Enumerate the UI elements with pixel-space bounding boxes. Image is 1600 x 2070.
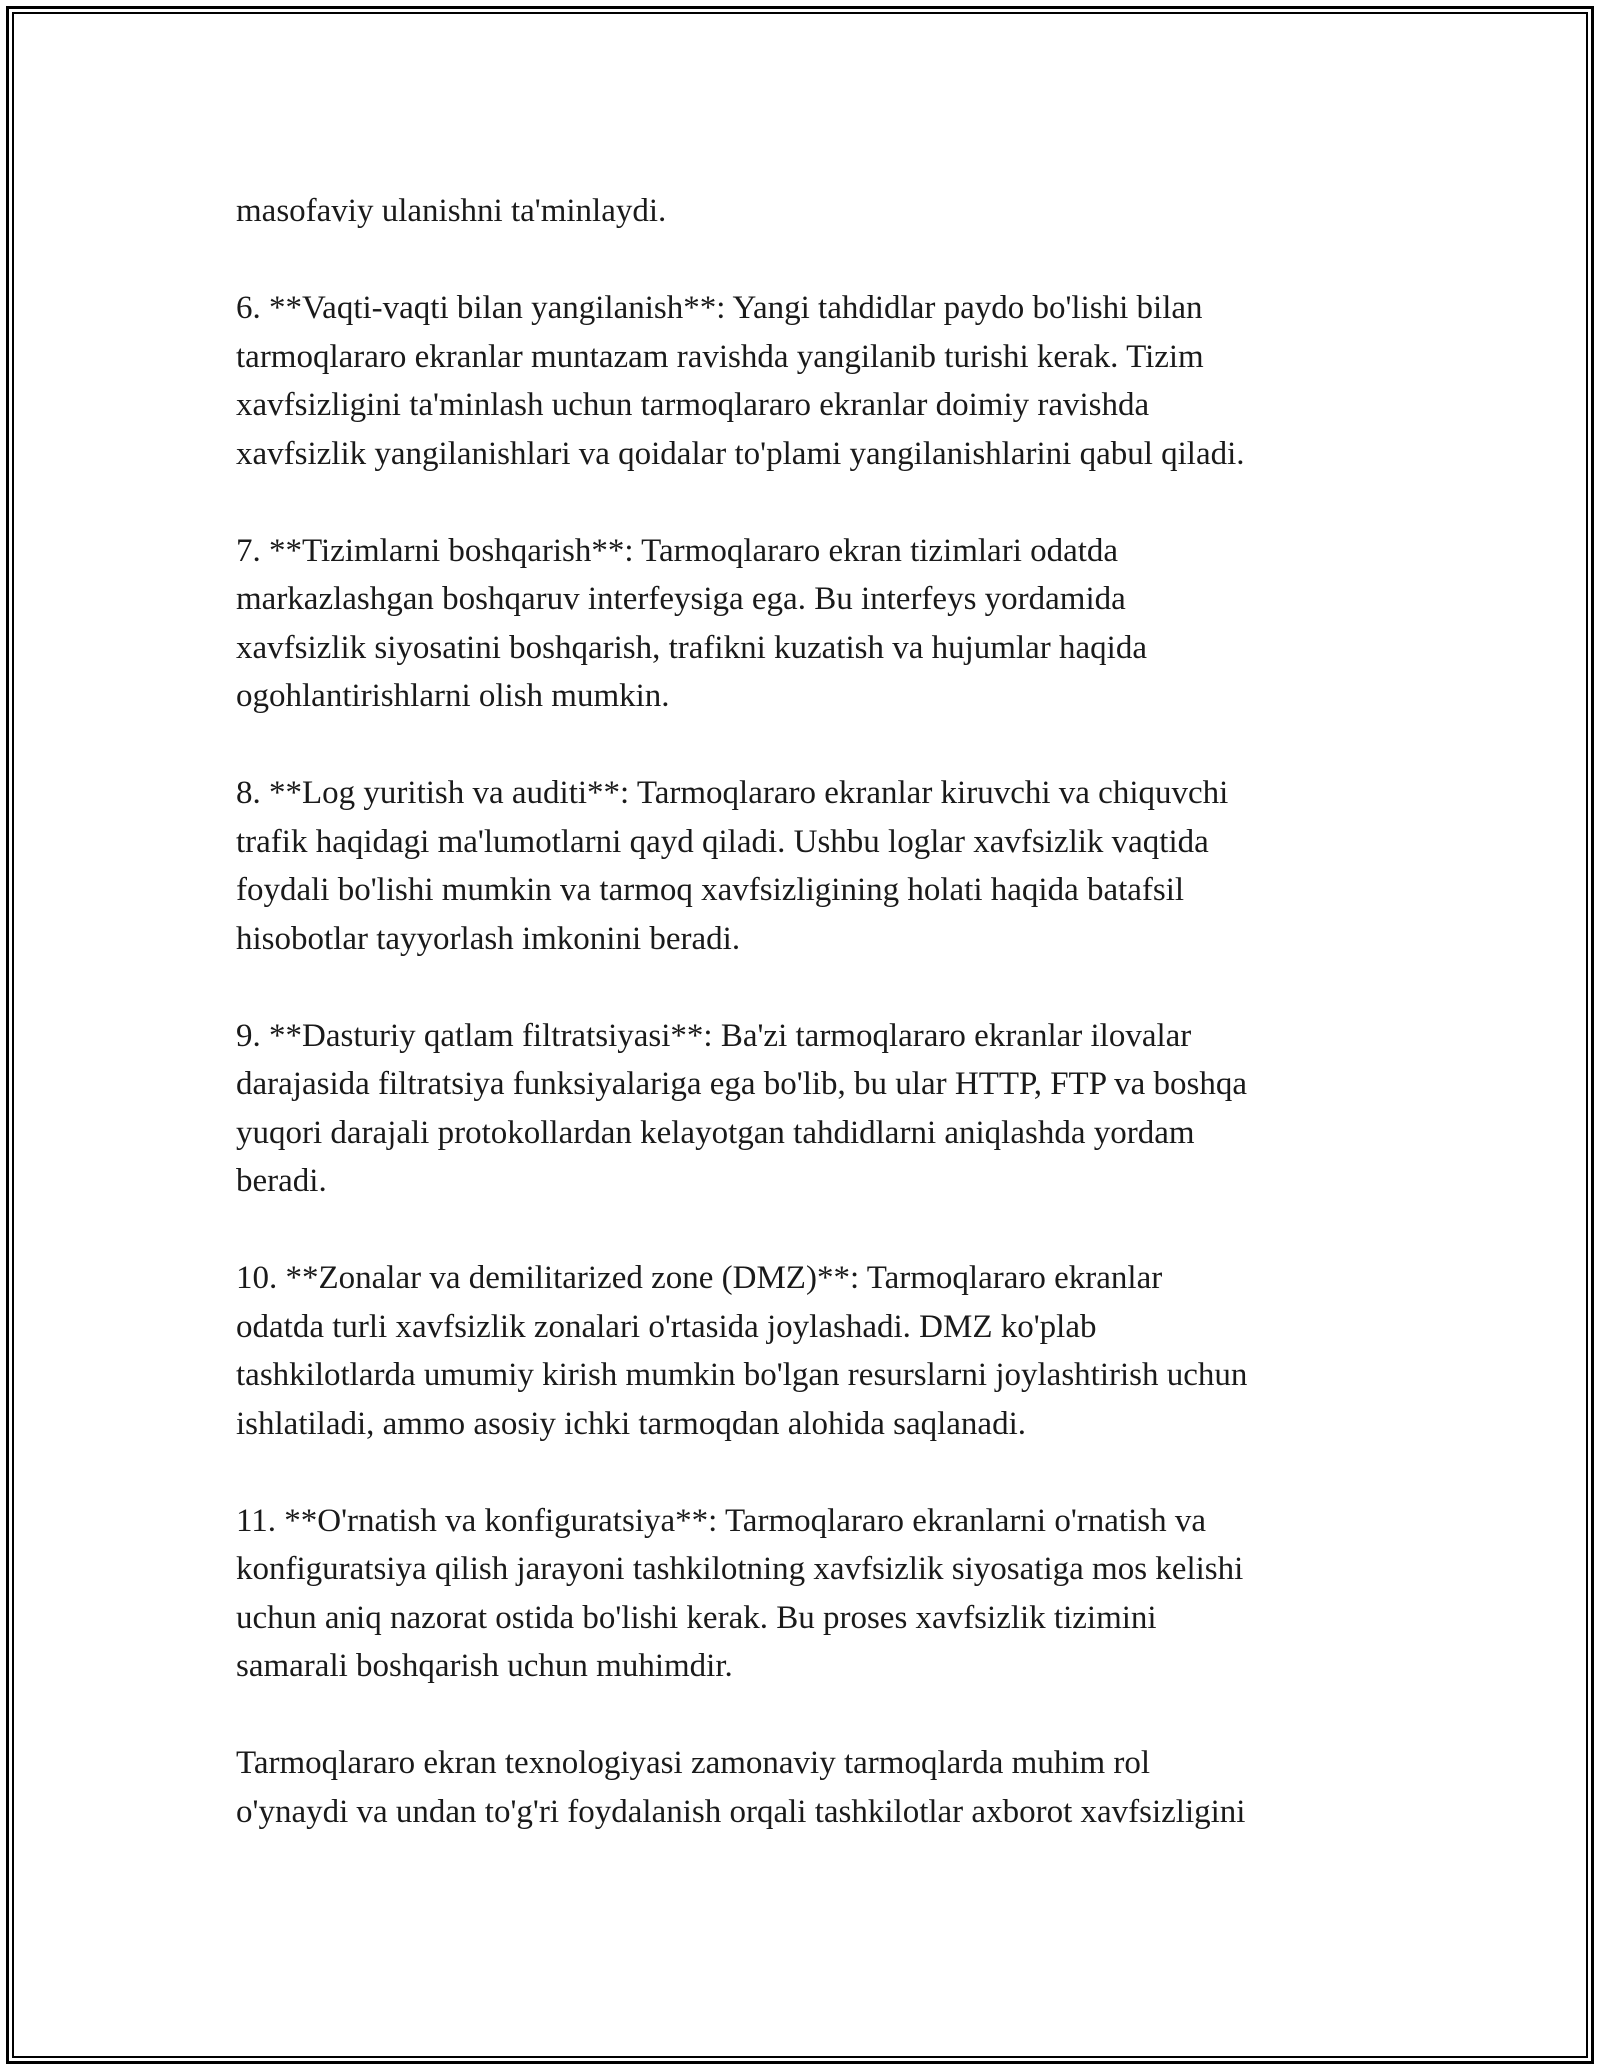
text-line: darajasida filtratsiya funksiyalariga ega bo'lib, bu ular HTTP, FTP va boshqa	[236, 1066, 1247, 1102]
text-line: uchun aniq nazorat ostida bo'lishi kerak. Bu proses xavfsizlik tizimini	[236, 1599, 1157, 1636]
paragraph-conclusion	[236, 1739, 1376, 1836]
text-line: Tarmoqlararo ekran texnologiyasi zamonaviy tarmoqlarda muhim rol	[236, 1745, 1151, 1781]
text-line: 9. **Dasturiy qatlam filtratsiyasi**: Ba'zi tarmoqlararo ekranlar ilovalar	[236, 1017, 1192, 1054]
text-line: trafik haqidagi ma'lumotlarni qayd qiladi. Ushbu loglar xavfsizlik vaqtida	[236, 823, 1209, 860]
text-line: yuqori darajali protokollardan kelayotgan tahdidlarni aniqlashda yordam	[236, 1114, 1195, 1151]
paragraph	[236, 187, 1376, 236]
text-line: odatda turli xavfsizlik zonalari o'rtasida joylashadi. DMZ ko'plab	[236, 1308, 1097, 1345]
text-line: foydali bo'lishi mumkin va tarmoq xavfsizligining holati haqida batafsil	[236, 872, 1185, 908]
text-line: masofaviy ulanishni ta'minlaydi.	[236, 193, 667, 229]
paragraph-item-8	[236, 769, 1376, 963]
text-line: markazlashgan boshqaruv interfeysiga ega. Bu interfeys yordamida	[236, 581, 1126, 617]
text-line: beradi.	[236, 1163, 327, 1199]
text-line: 10. **Zonalar va demilitarized zone (DMZ)**: Tarmoqlararo ekranlar	[236, 1260, 1163, 1296]
text-line: hisobotlar tayyorlash imkonini beradi.	[236, 920, 741, 957]
text-line: o'ynaydi va undan to'g'ri foydalanish orqali tashkilotlar axborot xavfsizligini	[236, 1793, 1246, 1830]
text-line: 7. **Tizimlarni boshqarish**: Tarmoqlararo ekran tizimlari odatda	[236, 532, 1119, 569]
text-line: tashkilotlarda umumiy kirish mumkin bo'lgan resurslarni joylashtirish uchun	[236, 1357, 1248, 1393]
text-line: 11. **O'rnatish va konfiguratsiya**: Tarmoqlararo ekranlarni o'rnatish va	[236, 1502, 1206, 1539]
text-line: 6. **Vaqti-vaqti bilan yangilanish**: Yangi tahdidlar paydo bo'lishi bilan	[236, 290, 1203, 326]
paragraph-item-6	[236, 284, 1376, 478]
paragraph-item-10	[236, 1254, 1376, 1448]
text-line: xavfsizlik siyosatini boshqarish, trafikni kuzatish va hujumlar haqida	[236, 629, 1147, 666]
paragraph-item-9	[236, 1012, 1376, 1206]
text-line: konfiguratsiya qilish jarayoni tashkilotning xavfsizlik siyosatiga mos kelishi	[236, 1551, 1244, 1587]
text-line: xavfsizlik yangilanishlari va qoidalar to'plami yangilanishlarini qabul qiladi.	[236, 435, 1245, 472]
text-line: 8. **Log yuritish va auditi**: Tarmoqlararo ekranlar kiruvchi va chiquvchi	[236, 775, 1229, 811]
text-line: tarmoqlararo ekranlar muntazam ravishda yangilanib turishi kerak. Tizim	[236, 338, 1204, 375]
paragraph-item-11	[236, 1497, 1376, 1691]
document-body	[236, 187, 1376, 1836]
text-line: xavfsizligini ta'minlash uchun tarmoqlararo ekranlar doimiy ravishda	[236, 387, 1150, 423]
paragraph-item-7	[236, 527, 1376, 721]
text-line: ogohlantirishlarni olish mumkin.	[236, 678, 670, 714]
text-line: samarali boshqarish uchun muhimdir.	[236, 1648, 733, 1684]
text-line: ishlatiladi, ammo asosiy ichki tarmoqdan alohida saqlanadi.	[236, 1405, 1026, 1442]
